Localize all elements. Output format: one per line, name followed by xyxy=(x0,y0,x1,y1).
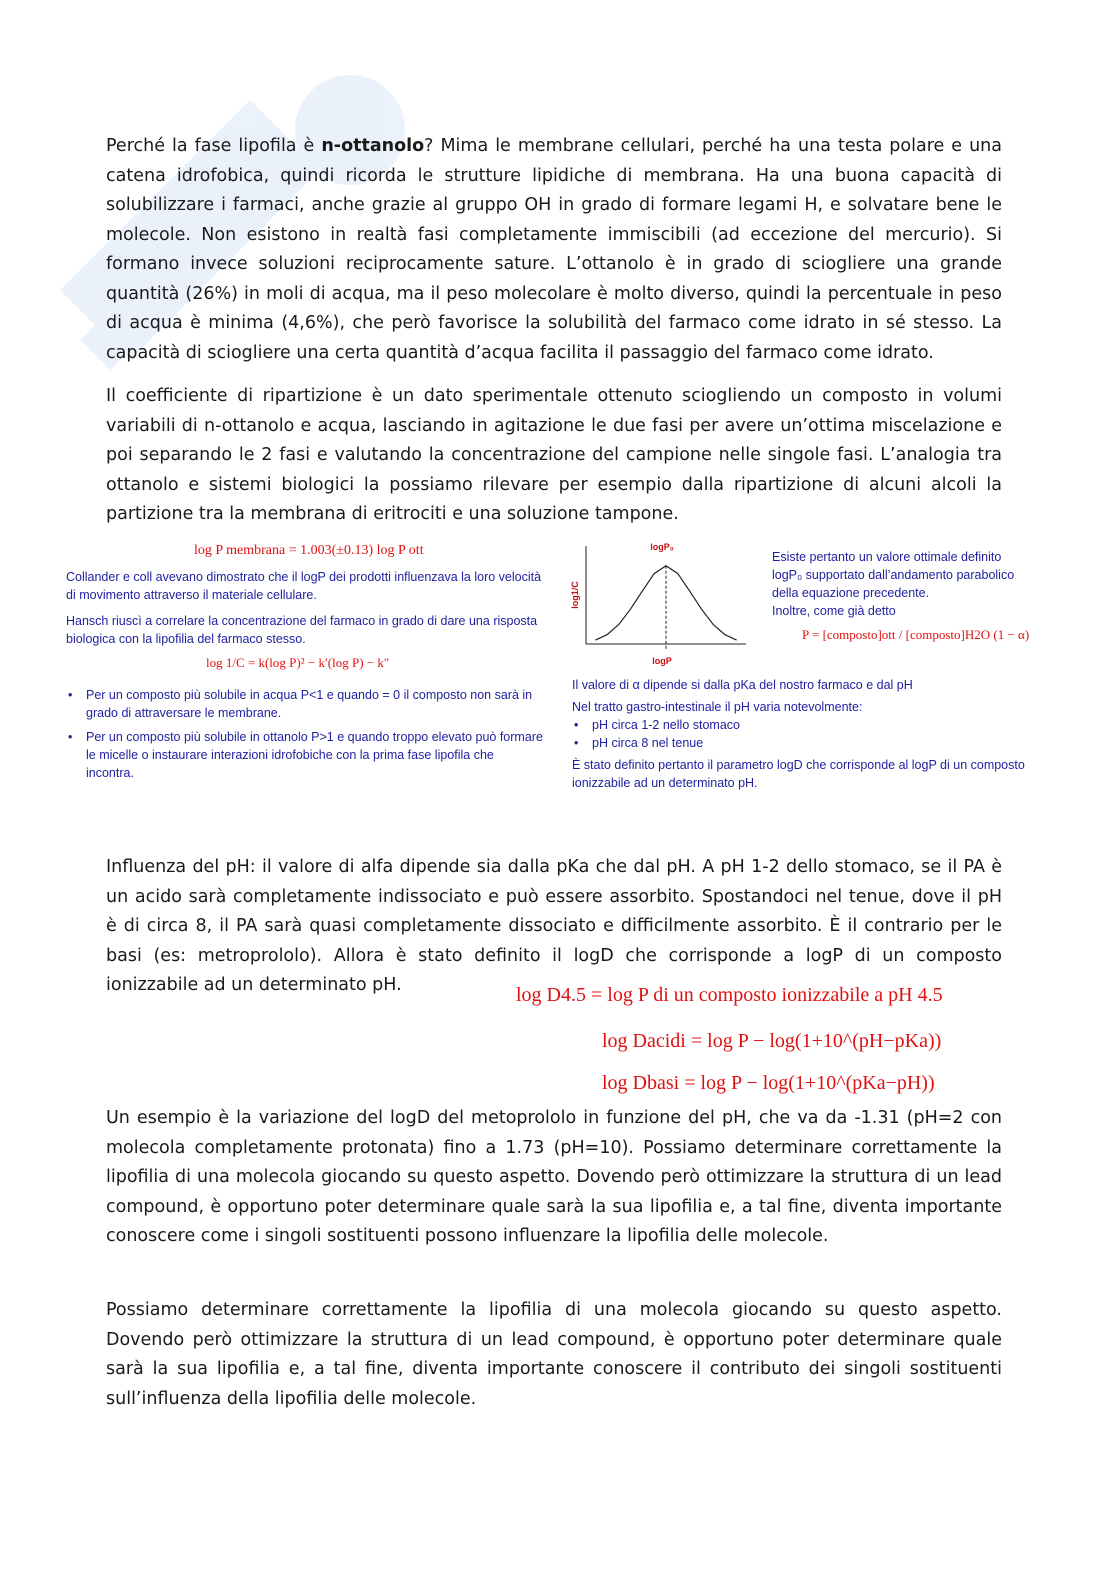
formula-membrane: log P membrana = 1.003(±0.13) log P ott xyxy=(194,543,424,558)
slide-left-bullets xyxy=(66,686,544,782)
chart-title: logP₀ xyxy=(650,542,674,552)
y-axis-label: log1/C xyxy=(570,581,580,609)
slide-right-bottom xyxy=(572,676,1032,792)
equation-logd45: log D4.5 = log P di un composto ionizzabile a pH 4.5 xyxy=(516,984,943,1006)
bullet-tenue: • pH circa 8 nel tenue xyxy=(572,734,1032,752)
bullet-octanol: • Per un composto più solubile in ottanolo P>1 e quando troppo elevato può formare le micelle o instaurare interazioni idrofobiche con la prima fase lipofila che incontra. xyxy=(66,728,544,782)
optimum-text: Esiste pertanto un valore ottimale definito logP₀ supportato dall’andamento parabolico della equazione precedente. xyxy=(772,550,1015,600)
formula-hansch: log 1/C = k(log P)² − k′(log P) − k″ xyxy=(206,655,390,670)
paragraph-n-ottanolo: Perché la fase lipofila è n-ottanolo? Mima le membrane cellulari, perché ha una testa polare e una catena idrofobica, quindi ricorda le strutture lipidiche di membrana. Ha una buona capacità di solubilizzare i farmaci, anche grazie al gruppo OH in grado di formare legami H, e solvatare bene le molecole. Non esistono in realtà fasi completamente immiscibili (ad eccezione del mercurio). Si formano invece soluzioni reciprocamente sature. L’ottanolo è in grado di sciogliere una grande quantità (26%) in moli di acqua, ma il peso molecolare è molto diverso, quindi la percentuale in peso di acqua è minima (4,6%), che però favorisce la solubilità del farmaco come idrato in sé stesso. La capacità di sciogliere una certa quantità d’acqua facilita il passaggio del farmaco come idrato. xyxy=(106,136,1002,363)
collander-text: Collander e coll avevano dimostrato che il logP dei prodotti influenzava la loro velocità di movimento attraverso il materiale cellulare. xyxy=(66,570,542,602)
alpha-text: Il valore di α dipende si dalla pKa del nostro farmaco e dal pH xyxy=(572,678,913,692)
paragraph-coefficiente: Il coefficiente di ripartizione è un dato sperimentale ottenuto sciogliendo un composto in volumi variabili di n-ottanolo e acqua, lasciando in agitazione le due fasi per avere un’ottima miscelazione e poi separando le 2 fasi e valutando la concentrazione del campione nelle singole fasi. L’analogia tra ottanolo e sistemi biologici la possiamo rilevare per esempio dalla ripartizione di alcuni alcoli la partizione tra la membrana di eritrociti e una soluzione tampone. xyxy=(106,386,1002,524)
hansch-text: Hansch riuscì a correlare la concentrazione del farmaco in grado di dare una risposta biologica con la lipofilia del farmaco stesso. xyxy=(66,614,538,646)
inoltre-text: Inoltre, come già detto xyxy=(772,604,896,618)
slide-left xyxy=(66,542,544,782)
paragraph-sostituenti: Possiamo determinare correttamente la lipofilia di una molecola giocando su questo aspetto. Dovendo però ottimizzare la struttura di un lead compound, è opportuno poter determinare quale sarà la sua lipofilia e, a tal fine, diventa importante conoscere il contributo dei singoli sostituenti sull’influenza della lipofilia delle molecole. xyxy=(106,1300,1002,1409)
paragraph-metoprololo: Un esempio è la variazione del logD del metoprololo in funzione del pH, che va da -1.31 (pH=2 con molecola completamente protonata) fino a 1.73 (pH=10). Possiamo determinare correttamente la lipofilia di una molecola giocando su questo aspetto. Dovendo però ottimizzare la struttura di un lead compound, è opportuno poter determinare quale sarà la sua lipofilia e, a tal fine, diventa importante conoscere come i singoli sostituenti possono influenzare la lipofilia delle molecole. xyxy=(106,1108,1002,1246)
slide-right-top xyxy=(772,548,1030,644)
equation-logd-acidi: log Dacidi = log P − log(1+10^(pH−pKa)) xyxy=(602,1030,942,1052)
bold-n-ottanolo: n-ottanolo xyxy=(321,136,425,156)
ph-bullets xyxy=(572,716,1032,752)
paragraph-influenza-ph: Influenza del pH: il valore di alfa dipende sia dalla pKa che dal pH. A pH 1-2 dello stomaco, se il PA è un acido sarà completamente indissociato e può essere assorbito. Spostandoci nel tenue, dove il pH è di circa 8, il PA sarà quasi completamente dissociato e difficilmente assorbito. È il contrario per le basi (es: metroprololo). Allora è stato definito il logD che corrisponde a logP di un composto ionizzabile ad un determinato pH. xyxy=(106,857,1002,995)
bullet-stomaco: • pH circa 1-2 nello stomaco xyxy=(572,716,1032,734)
x-axis-label: logP xyxy=(652,656,672,666)
equation-logd-basi: log Dbasi = log P − log(1+10^(pKa−pH)) xyxy=(602,1072,935,1094)
formula-p: P = [composto]ott / [composto]H2O (1 − α) xyxy=(802,627,1030,642)
bullet-water: • Per un composto più solubile in acqua P<1 e quando = 0 il composto non sarà in grado di attraversare le membrane. xyxy=(66,686,544,722)
logd-definition: È stato definito pertanto il parametro logD che corrisponde al logP di un composto ionizzabile ad un determinato pH. xyxy=(572,758,1025,790)
tract-text: Nel tratto gastro-intestinale il pH varia notevolmente: xyxy=(572,700,863,714)
parabola-chart xyxy=(566,540,750,670)
